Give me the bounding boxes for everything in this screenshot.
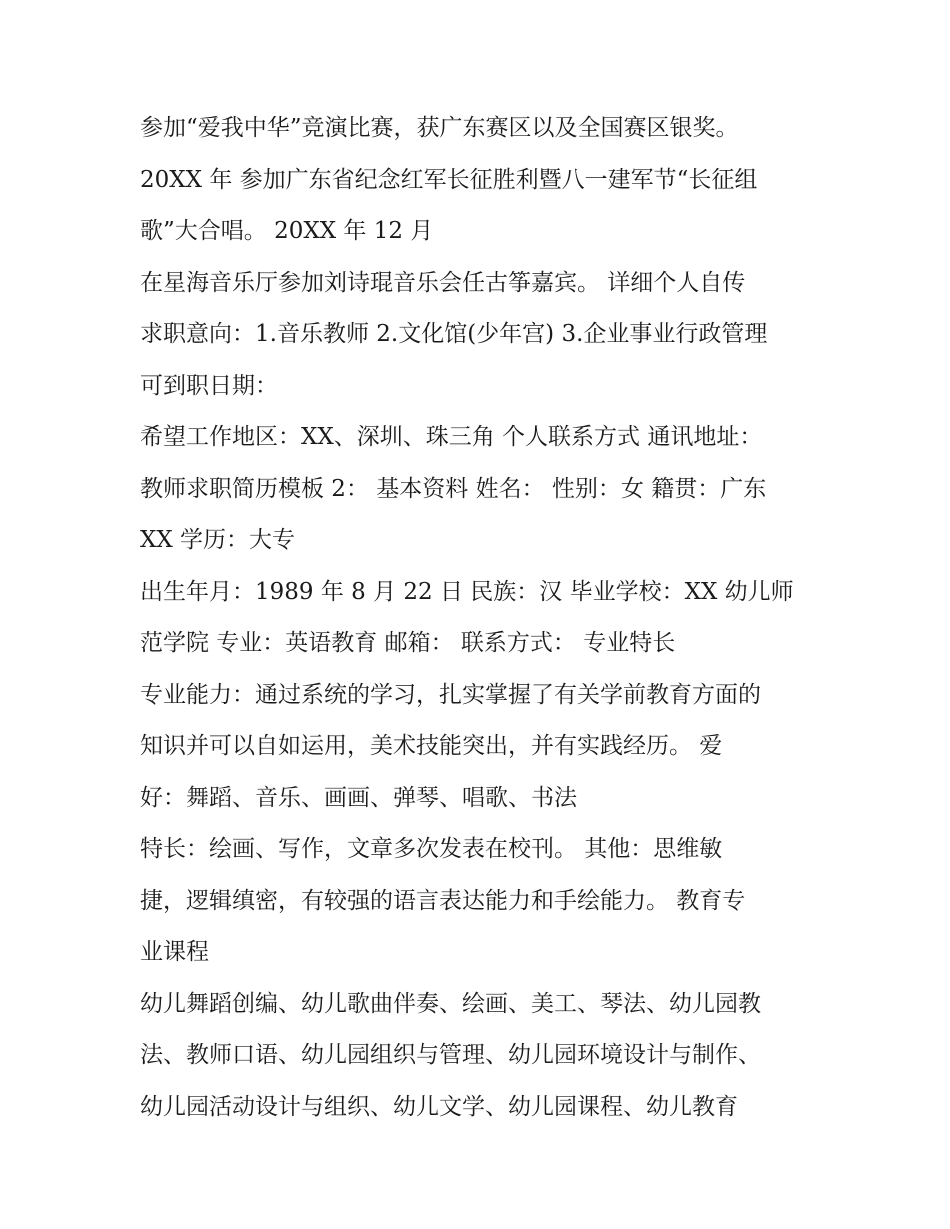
- text-line: 歌”大合唱。 20XX 年 12 月: [140, 218, 434, 244]
- text-line: 可到职日期：: [140, 372, 278, 399]
- text-line: 参加“爱我中华”竞演比赛，获广东赛区以及全国赛区银奖。: [140, 115, 739, 141]
- text-line: 幼儿舞蹈创编、幼儿歌曲伴奏、绘画、美工、琴法、幼儿园教: [140, 990, 761, 1017]
- text-line: 幼儿园活动设计与组织、幼儿文学、幼儿园课程、幼儿教育: [140, 1093, 738, 1120]
- text-line: 范学院 专业：英语教育 邮箱： 联系方式： 专业特长: [140, 630, 676, 656]
- text-line: 希望工作地区：XX、深圳、珠三角 个人联系方式 通讯地址：: [140, 424, 763, 450]
- text-line: 出生年月：1989 年 8 月 22 日 民族：汉 毕业学校：XX 幼儿师: [140, 578, 794, 605]
- text-line: 教师求职简历模板 2： 基本资料 姓名： 性别：女 籍贯：广东: [140, 475, 767, 502]
- text-line: 业课程: [140, 939, 209, 965]
- text-line: 法、教师口语、幼儿园组织与管理、幼儿园环境设计与制作、: [140, 1042, 761, 1068]
- text-line: 特长：绘画、写作，文章多次发表在校刊。 其他：思维敏: [140, 836, 723, 862]
- text-line: XX 学历：大专: [140, 527, 296, 553]
- text-line: 求职意向：1.音乐教师 2.文化馆(少年宫) 3.企业事业行政管理: [140, 321, 768, 347]
- text-line: 专业能力：通过系统的学习，扎实掌握了有关学前教育方面的: [140, 681, 761, 708]
- text-line: 捷，逻辑缜密，有较强的语言表达能力和手绘能力。 教育专: [140, 887, 746, 914]
- document-body: [140, 103, 830, 1133]
- text-line: 在星海音乐厅参加刘诗琨音乐会任古筝嘉宾。 详细个人自传: [140, 269, 746, 296]
- text-line: 知识并可以自如运用，美术技能突出，并有实践经历。 爱: [140, 733, 723, 759]
- text-line: 好：舞蹈、音乐、画画、弹琴、唱歌、书法: [140, 784, 577, 811]
- text-line: 20XX 年 参加广东省纪念红军长征胜利暨八一建军节“长征组: [140, 166, 758, 193]
